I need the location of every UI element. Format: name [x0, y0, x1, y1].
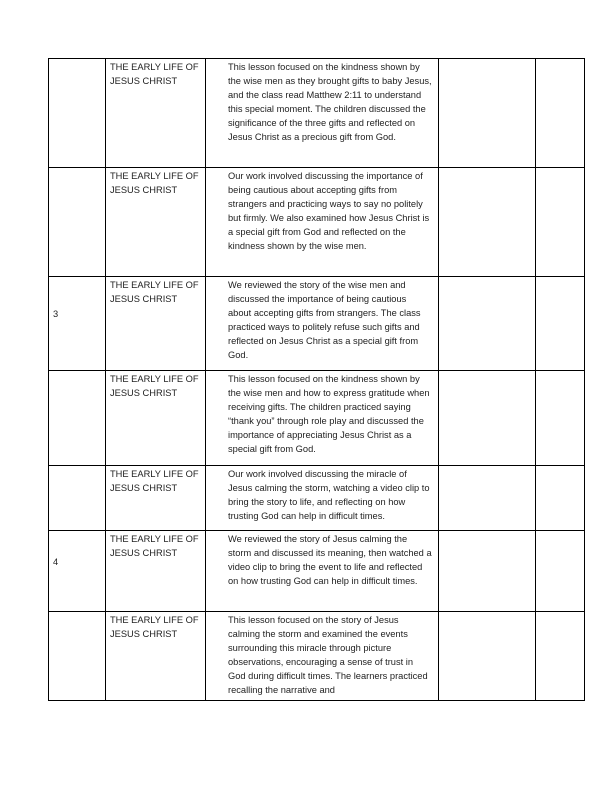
- table-row: [49, 612, 585, 701]
- table-row: [49, 59, 585, 168]
- week-cell: [49, 466, 106, 531]
- description-cell: Our work involved discussing the importance of being cautious about accepting gifts from strangers and practicing ways to say no politely but firmly. We also examined how Jesus Christ is a special gift from God and reflected on the kindness shown by the wise men.: [206, 168, 439, 277]
- week-cell: [49, 371, 106, 466]
- empty-cell: [536, 371, 585, 466]
- lesson-table: [48, 58, 585, 701]
- table-row: [49, 466, 585, 531]
- description-cell: We reviewed the story of Jesus calming the storm and discussed its meaning, then watched a video clip to bring the event to life and reflected on how trusting God can help in difficult times.: [206, 531, 439, 612]
- week-cell: 4: [49, 531, 106, 612]
- week-cell: [49, 59, 106, 168]
- topic-cell: THE EARLY LIFE OF JESUS CHRIST: [106, 371, 206, 466]
- empty-cell: [536, 466, 585, 531]
- empty-cell: [536, 277, 585, 371]
- empty-cell: [536, 168, 585, 277]
- description-cell: This lesson focused on the kindness shown by the wise men and how to express gratitude when receiving gifts. The children practiced saying “thank you” through role play and discussed the importance of appreciating Jesus Christ as a special gift from God.: [206, 371, 439, 466]
- topic-cell: THE EARLY LIFE OF JESUS CHRIST: [106, 59, 206, 168]
- empty-cell: [439, 612, 536, 701]
- empty-cell: [439, 531, 536, 612]
- description-cell: Our work involved discussing the miracle of Jesus calming the storm, watching a video clip to bring the story to life, and reflecting on how trusting God can help in difficult times.: [206, 466, 439, 531]
- topic-cell: THE EARLY LIFE OF JESUS CHRIST: [106, 466, 206, 531]
- topic-cell: THE EARLY LIFE OF JESUS CHRIST: [106, 168, 206, 277]
- week-cell: [49, 168, 106, 277]
- empty-cell: [439, 466, 536, 531]
- description-cell: This lesson focused on the story of Jesus calming the storm and examined the events surrounding this miracle through picture observations, encouraging a sense of trust in God during difficult times. The learners practiced recalling the narrative and: [206, 612, 439, 701]
- empty-cell: [439, 168, 536, 277]
- week-cell: 3: [49, 277, 106, 371]
- empty-cell: [536, 531, 585, 612]
- topic-cell: THE EARLY LIFE OF JESUS CHRIST: [106, 277, 206, 371]
- description-cell: This lesson focused on the kindness shown by the wise men as they brought gifts to baby Jesus, and the class read Matthew 2:11 to understand this special moment. The children discussed the significance of the three gifts and reflected on Jesus Christ as a precious gift from God.: [206, 59, 439, 168]
- empty-cell: [536, 59, 585, 168]
- table-row: [49, 277, 585, 371]
- table-row: [49, 531, 585, 612]
- description-cell: We reviewed the story of the wise men and discussed the importance of being cautious about accepting gifts from strangers. The class practiced ways to politely refuse such gifts and reflected on Jesus Christ as a special gift from God.: [206, 277, 439, 371]
- topic-cell: THE EARLY LIFE OF JESUS CHRIST: [106, 531, 206, 612]
- empty-cell: [439, 371, 536, 466]
- empty-cell: [439, 277, 536, 371]
- empty-cell: [536, 612, 585, 701]
- topic-cell: THE EARLY LIFE OF JESUS CHRIST: [106, 612, 206, 701]
- table-row: [49, 168, 585, 277]
- empty-cell: [439, 59, 536, 168]
- table-row: [49, 371, 585, 466]
- week-cell: [49, 612, 106, 701]
